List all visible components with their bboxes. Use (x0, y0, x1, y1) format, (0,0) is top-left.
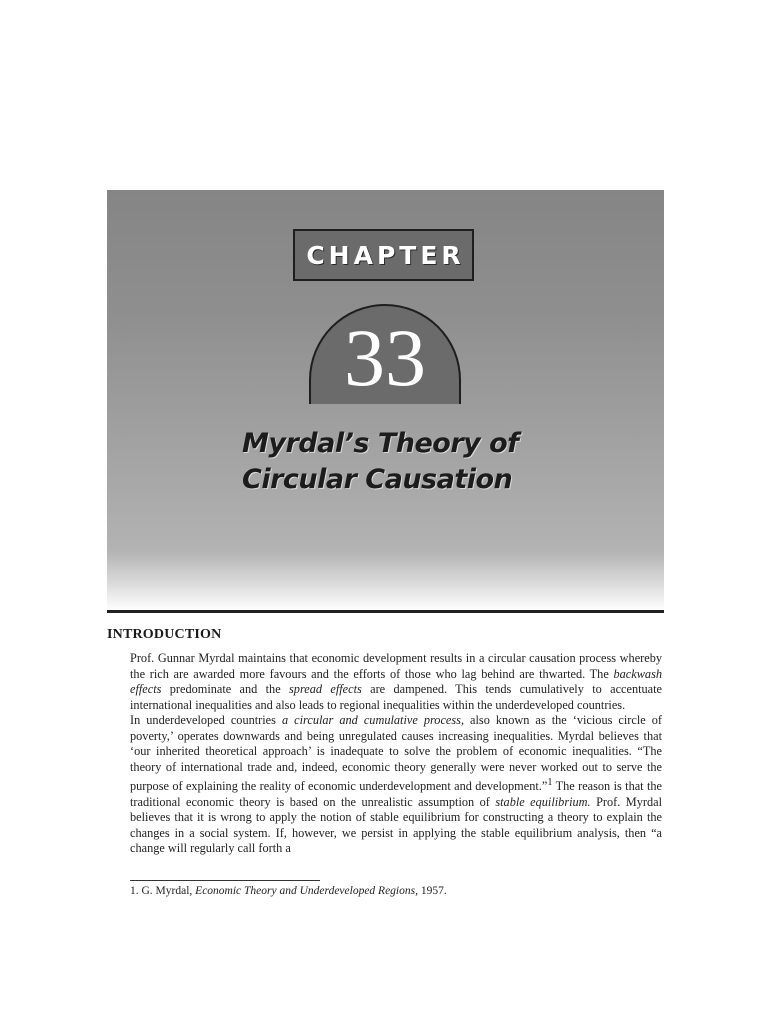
text-run: are dampened. This tends cumulatively to accentuate international inequalities and also leads to regional inequalities within the underdeveloped countries. (130, 682, 662, 712)
italic-term: backwash effects (130, 666, 662, 696)
text-run: The reason is that the traditional economic theory is based on the unrealistic assumption of (130, 779, 662, 809)
text-run: Prof. Myrdal believes that it is wrong to apply the notion of stable equilibrium for constructing a theory to explain the changes in a social system. If, however, we persist in applying the stable equilibrium analysis, then “a change will regularly call forth a (130, 794, 663, 856)
footnote-suffix: 1957. (417, 885, 447, 897)
footnote (130, 885, 447, 897)
footnote-prefix: 1. G. Myrdal, (130, 885, 196, 897)
text-run: predominate and the (161, 682, 290, 696)
chapter-label: CHAPTER (306, 240, 465, 270)
paragraph (130, 651, 662, 713)
chapter-number-badge (309, 304, 461, 404)
banner-rule (107, 610, 664, 613)
section-heading: INTRODUCTION (107, 627, 222, 642)
paragraph (130, 713, 662, 857)
footnote-divider (130, 880, 320, 881)
text-run: In underdeveloped countries (130, 713, 282, 727)
chapter-title-line-1: Myrdal’s Theory of (242, 428, 519, 459)
chapter-title-line-2: Circular Causation (242, 464, 513, 495)
footnote-work-title: Economic Theory and Underdeveloped Regions, (195, 885, 418, 897)
chapter-banner (107, 190, 664, 610)
chapter-label-box (293, 229, 474, 281)
chapter-title (242, 426, 562, 498)
italic-term: stable equilibrium. (495, 794, 591, 809)
italic-term: spread effects (289, 682, 362, 696)
italic-term: a circular and cumulative process, (281, 713, 465, 727)
body-text (130, 651, 662, 857)
text-run: Prof. Gunnar Myrdal maintains that economic development results in a circular causation process whereby the rich are awarded more favours and the efforts of those who lag behind are thwarted. The (130, 651, 662, 681)
text-run: also known as the ‘vicious circle of poverty,’ operates downwards and being unregulated causes increasing inequalities. Myrdal believes that ‘our inherited theoretical approach’ is inadequate to solve the problem of economic inequalities. “The theory of international trade and, indeed, economic theory generally were never worked out to serve the purpose of explaining the reality of economic underdevelopment and development.” (130, 713, 662, 794)
footnote-marker[interactable]: 1 (547, 777, 553, 788)
chapter-number: 33 (344, 312, 426, 403)
